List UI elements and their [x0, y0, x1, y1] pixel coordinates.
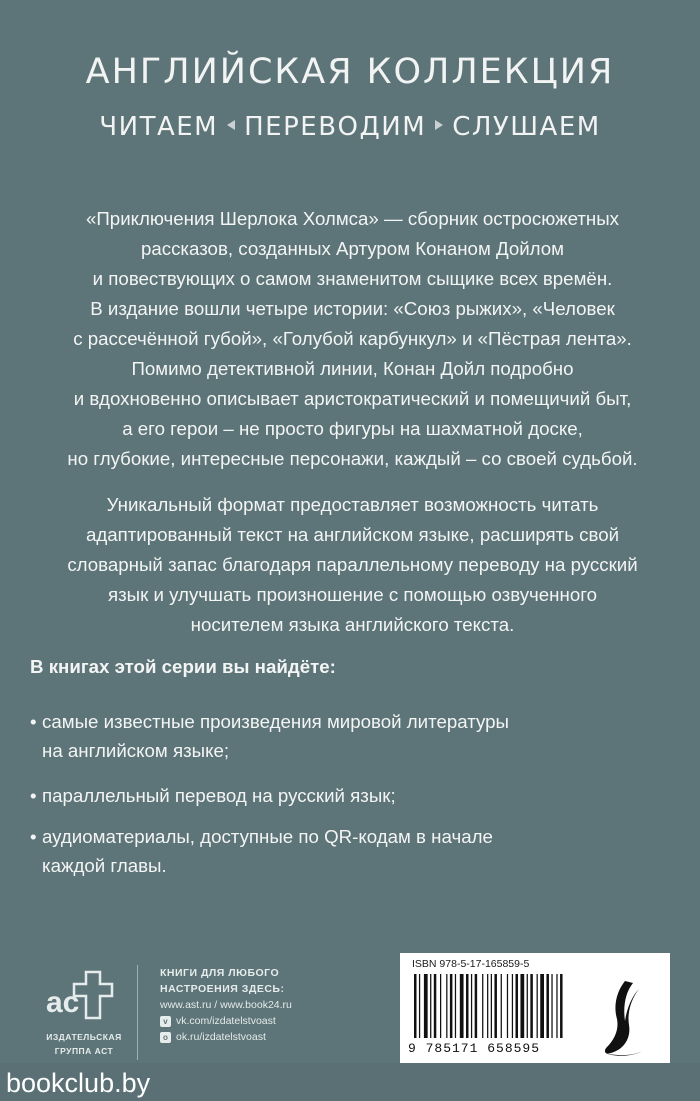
- swan-logo-icon: [595, 977, 655, 1059]
- barcode-bar: [471, 974, 472, 1038]
- barcode-bar: [546, 974, 549, 1038]
- barcode-bar: [501, 974, 502, 1038]
- text-line: носителем языка английского текста.: [190, 614, 515, 635]
- feature-item: [30, 707, 650, 765]
- barcode-bar: [434, 974, 437, 1038]
- barcode-bar: [430, 974, 431, 1038]
- barcode-bar: [537, 974, 538, 1038]
- isbn-barcode-box: [400, 953, 670, 1065]
- ean-digits: 9 785171 658595: [408, 1041, 541, 1056]
- subtitle-translate: ПЕРЕВОДИМ: [244, 112, 427, 142]
- barcode-bar: [530, 974, 533, 1038]
- barcode-bar: [516, 974, 519, 1038]
- barcode-bar: [507, 974, 508, 1038]
- description: [30, 204, 675, 640]
- barcode-bar: [487, 974, 488, 1038]
- isbn-number: ISBN 978-5-17-165859-5: [412, 958, 530, 970]
- barcode-bar: [424, 974, 428, 1038]
- barcode-bar: [512, 974, 513, 1038]
- bullet: •: [30, 826, 37, 847]
- feature-text: параллельный перевод на русский язык;: [42, 785, 396, 806]
- barcode-bar: [491, 974, 492, 1038]
- text-line: В издание вошли четыре истории: «Союз рыжих», «Человек: [90, 298, 615, 319]
- text-line: рассказов, созданных Артуром Конаном Дойлом: [140, 238, 565, 259]
- logo-text: ac: [46, 986, 80, 1019]
- text-line: Уникальный формат предоставляет возможность читать: [106, 494, 599, 515]
- caption-line: ГРУППА АСТ: [54, 1046, 114, 1056]
- text-line: Помимо детективной линии, Конан Дойл подробно: [131, 358, 574, 379]
- barcode-bar: [551, 974, 552, 1038]
- ast-logo: [42, 966, 122, 1026]
- feature-item: [30, 781, 650, 810]
- bullet: •: [30, 785, 37, 806]
- feature-text: аудиоматериалы, доступные по QR-кодам в начале: [42, 826, 493, 847]
- barcode-bar: [556, 974, 557, 1038]
- features-heading: В книгах этой серии вы найдёте:: [30, 656, 336, 677]
- text-line: а его герои – не просто фигуры на шахматной доске,: [122, 418, 583, 439]
- caption-line: ИЗДАТЕЛЬСКАЯ: [46, 1032, 122, 1042]
- subtitle-listen: СЛУШАЕМ: [452, 112, 601, 142]
- barcode-bar: [527, 974, 528, 1038]
- series-title: АНГЛИЙСКАЯ КОЛЛЕКЦИЯ: [85, 52, 615, 92]
- feature-text: на английском языке;: [42, 740, 230, 761]
- text-line: но глубокие, интересные персонажи, каждый – со своей судьбой.: [67, 448, 638, 469]
- barcode-bar: [560, 974, 563, 1038]
- barcode-bar: [540, 974, 544, 1038]
- barcode-bar: [460, 974, 464, 1038]
- barcode-bar: [414, 974, 417, 1038]
- feature-item: [30, 822, 650, 880]
- website-links[interactable]: www.ast.ru / www.book24.ru: [160, 999, 292, 1011]
- subtitle-read: ЧИТАЕМ: [99, 112, 219, 142]
- text-line: и вдохновенно описывает аристократический и помещичий быт,: [73, 388, 632, 409]
- barcode-bar: [494, 974, 497, 1038]
- barcode-bar: [450, 974, 453, 1038]
- divider: [137, 965, 138, 1060]
- description-paragraph-2: [30, 490, 675, 640]
- barcode-bar: [475, 974, 478, 1038]
- barcode-bar: [440, 974, 441, 1038]
- watermark: bookclub.by: [6, 1068, 151, 1098]
- publisher-info: [160, 965, 370, 1045]
- barcode-bar: [520, 974, 524, 1038]
- text-line: язык и улучшать произношение с помощью озвученного: [107, 584, 598, 605]
- triangle-right-icon: [435, 120, 443, 130]
- triangle-left-icon: [227, 120, 235, 130]
- text-line: с рассечённой губой», «Голубой карбункул» и «Пёстрая лента».: [73, 328, 632, 349]
- text-line: и повествующих о самом знаменитом сыщике всех времён.: [92, 268, 613, 289]
- bullet: •: [30, 711, 37, 732]
- barcode-bar: [455, 974, 456, 1038]
- description-paragraph-1: [30, 204, 675, 474]
- text-line: словарный запас благодаря параллельному переводу на русский: [67, 554, 638, 575]
- barcode-bar: [482, 974, 483, 1038]
- barcode-bar: [446, 974, 447, 1038]
- ok-url: ok.ru/izdatelstvoast: [176, 1031, 266, 1043]
- text-line: адаптированный текст на английском языке, расширять свой: [85, 524, 620, 545]
- barcode: [412, 974, 587, 1040]
- feature-text: самые известные произведения мировой литературы: [42, 711, 509, 732]
- info-heading: КНИГИ ДЛЯ ЛЮБОГО: [160, 967, 280, 979]
- vk-url: vk.com/izdatelstvoast: [176, 1015, 276, 1027]
- vk-link[interactable]: [160, 1013, 370, 1029]
- publisher-caption: [36, 1030, 132, 1058]
- barcode-bar: [466, 974, 469, 1038]
- ok-icon: o: [160, 1032, 171, 1043]
- barcode-bar: [419, 974, 420, 1038]
- info-heading: НАСТРОЕНИЯ ЗДЕСЬ:: [160, 983, 285, 995]
- series-subtitle: [0, 112, 700, 142]
- ok-link[interactable]: [160, 1029, 370, 1045]
- feature-text: каждой главы.: [42, 855, 167, 876]
- vk-icon: v: [160, 1016, 171, 1027]
- text-line: «Приключения Шерлока Холмса» — сборник остросюжетных: [85, 208, 619, 229]
